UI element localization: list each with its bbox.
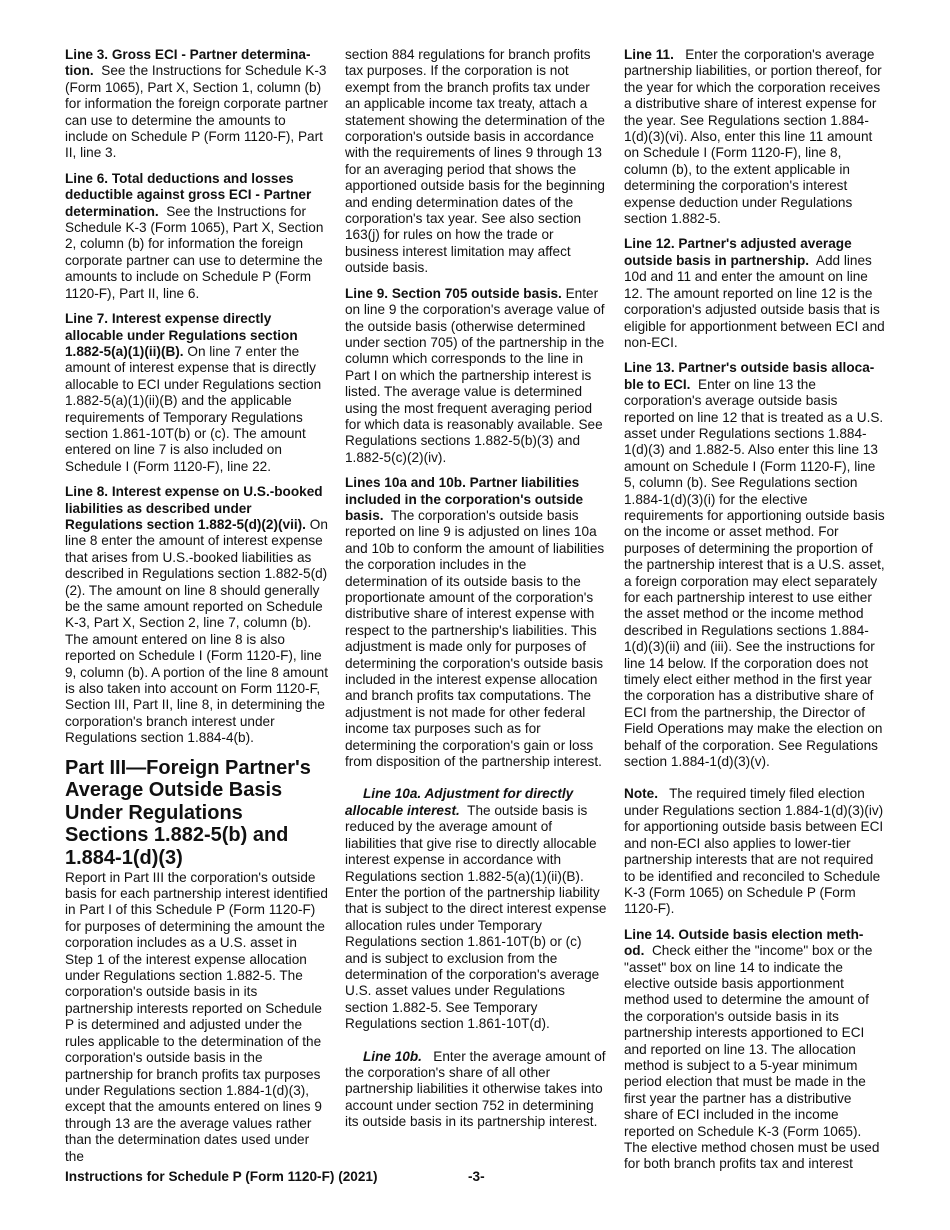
footer-page-number: -3- bbox=[468, 1169, 485, 1184]
part3-title: Part III—Foreign Partner's Average Outside Basis Under Regulations Sections 1.882-5(b) and 1.884-1(d)(3) bbox=[65, 756, 311, 870]
continued-paragraph: section 884 regulations for branch profits tax purposes. If the corporation is not exempt from the branch profits tax under an applicable income tax treaty, attach a statement showing the determination of the corporation's outside basis in accordance with the requirements of lines 9 through 13 for an averaging period that shows the apportioned outside basis for the beginning and ending determination dates of the corporation's tax year. See also section 163(j) for rules on how the trade or business interest limitation may affect outside basis. bbox=[345, 47, 605, 276]
column-2 bbox=[345, 47, 607, 1140]
line9-text: Enter on line 9 the corporation's average value of the outside basis (otherwise determined under section 705) of the partnership in the column which corresponds to the line in Part I on which the partnership interest is listed. The average value is determined using the most frequent averaging period for which data is reasonably available. See Regulations sections 1.882-5(b)(3) and 1.882-5(c)(2)(iv). bbox=[345, 285, 605, 465]
line13-paragraph bbox=[624, 360, 886, 770]
page-footer bbox=[65, 1169, 886, 1187]
line11-heading: Line 11. bbox=[624, 47, 674, 62]
line7-paragraph bbox=[65, 311, 328, 475]
line10a-heading: Line 10a. Adjustment for directly allocable interest. bbox=[345, 786, 574, 818]
column-3 bbox=[624, 47, 886, 1182]
line3-paragraph bbox=[65, 47, 328, 162]
line13-heading: Line 13. Partner's outside basis alloca-ble to ECI. bbox=[624, 360, 875, 392]
line14-paragraph bbox=[624, 927, 886, 1173]
line10a-text: The outside basis is reduced by the average amount of liabilities that give rise to directly allocable interest expense in accordance with Regulations section 1.882-5(a)(1)(ii)(B). Enter the portion of the partnership liability that is subject to the direct interest expense allocation rules under Temporary Regulations section 1.861-10T(b) or (c) and is subject to exclusion from the determination of the corporation's average U.S. asset values under Regulations section 1.882-5. See Temporary Regulations section 1.861-10T(d). bbox=[345, 802, 607, 1032]
line8-heading: Line 8. Interest expense on U.S.-booked liabilities as described under Regulations section 1.882-5(d)(2)(vii). bbox=[65, 484, 323, 532]
line14-heading: Line 14. Outside basis election meth-od. bbox=[624, 926, 864, 959]
line3-heading: Line 3. Gross ECI - Partner determina-tion. bbox=[65, 47, 311, 79]
line12-heading: Line 12. Partner's adjusted average outside basis in partnership. bbox=[624, 236, 852, 268]
line9-paragraph bbox=[345, 286, 607, 466]
line10b-text: Enter the average amount of the corporation's share of all other partnership liabilities it otherwise takes into account under section 752 in determining its outside basis in its partnership interest. bbox=[345, 1048, 606, 1130]
line6-text: See the Instructions for Schedule K-3 (Form 1065), Part X, Section 2, column (b) for information the foreign corporate partner can use to determine the amounts to include on Schedule P (Form 1120-F), Part II, line 6. bbox=[65, 203, 324, 301]
line11-text: Enter the corporation's average partnership liabilities, or portion thereof, for the year for which the corporation receives a distributive share of interest expense for the year. See Regulations section 1.884-1(d)(3)(vi). Also, enter this line 11 amount on Schedule I (Form 1120-F), line 8, column (b), to the extent applicable in determining the corporation's interest expense deduction under Regulations section 1.882-5. bbox=[624, 47, 882, 227]
line14-text: Check either the "income" box or the "asset" box on line 14 to indicate the elective outside basis apportionment method used to determine the amount of the corporation's outside basis in its partnership interests apportioned to ECI and reported on line 13. The allocation method is subject to a 5-year minimum period election that must be made in the first year the partner has a distributive share of ECI included in the income reported on Schedule K-3 (Form 1065). The elective method chosen must be used for both branch profits tax and interest bbox=[624, 943, 880, 1172]
line10-text: The corporation's outside basis reported on line 9 is adjusted on lines 10a and 10b to conform the amount of liabilities the corporation includes in the determination of its outside basis to the proportionate amount of the corporation's distributive share of interest expense with respect to the partnership's liabilities. This adjustment is made only for purposes of determining the corporation's outside basis included in the interest expense allocation and branch profits tax computations. The adjustment is not made for other federal income tax purposes such as for determining the corporation's gain or loss from disposition of the partnership interest. bbox=[345, 507, 605, 770]
column-1 bbox=[65, 47, 328, 1174]
line10-paragraph bbox=[345, 475, 607, 770]
line8-text: On line 8 enter the amount of interest expense that arises from U.S.-booked liabilities as described in Regulations section 1.882-5(d)(2). The amount on line 8 should generally be the same amount reported on Schedule K-3, Part X, Section 2, line 7, column (b). The amount entered on line 8 is also reported on Schedule I (Form 1120-F), line 9, column (b). A portion of the line 8 amount is also taken into account on Form 1120-F, Section III, Part II, line 8, in determining the corporation's branch interest under Regulations section 1.884-4(b). bbox=[65, 516, 328, 746]
line10a-paragraph bbox=[345, 786, 607, 1032]
line3-text: See the Instructions for Schedule K-3 (Form 1065), Part X, Section 1, column (b) for information the foreign corporate partner can use to determine the amounts to include on Schedule P (Form 1120-F), Part II, line 3. bbox=[65, 63, 328, 161]
part3-text: Report in Part III the corporation's outside basis for each partnership interest identified in Part I of this Schedule P (Form 1120-F) for purposes of determining the amount the corporation includes as a U.S. asset in Step 1 of the interest expense allocation under Regulations section 1.882-5. The corporation's outside basis in its partnership interests reported on Schedule P is determined and adjusted under the rules applicable to the determination of the corporation's outside basis in the partnership for branch profits tax purposes under Regulations section 1.884-1(d)(3), except that the amounts entered on lines 9 through 13 are the average values rather than the determination dates used under the bbox=[65, 869, 328, 1164]
line12-paragraph bbox=[624, 236, 886, 351]
line7-text: On line 7 enter the amount of interest expense that is directly allocable to ECI under Regulations section 1.882-5(a)(1)(ii)(B) and the applicable requirements of Temporary Regulations section 1.861-10T(b) or (c). The amount entered on line 7 is also included on Schedule I (Form 1120-F), line 22. bbox=[65, 343, 322, 474]
note-heading: Note. bbox=[624, 786, 658, 802]
line11-paragraph bbox=[624, 47, 886, 227]
footer-form-title: Instructions for Schedule P (Form 1120-F) (2021) bbox=[65, 1169, 378, 1184]
line10-heading: Lines 10a and 10b. Partner liabilities included in the corporation's outside basis. bbox=[345, 475, 584, 523]
line12-text: Add lines 10d and 11 and enter the amount on line 12. The amount reported on line 12 is the corporation's adjusted outside basis that is eligible for apportionment between ECI and non-ECI. bbox=[624, 252, 885, 350]
line13-text: Enter on line 13 the corporation's average outside basis reported on line 12 that is treated as a U.S. asset under Regulations sections 1.884-1(d)(3) and 1.882-5. Also enter this line 13 amount on Schedule I (Form 1120-F), line 5, column (b). See Regulations section 1.884-1(d)(3)(i) for the elective requirements for apportioning outside basis on the income or asset method. For purposes of determining the proportion of the partnership interest that is a U.S. asset, a foreign corporation may elect separately for each partnership interest to use either the asset method or the income method described in Regulations sections 1.884-1(d)(3)(ii) and (iii). See the instructions for line 14 below. If the corporation does not timely elect either method in the first year the corporation has a distributive share of ECI from the partnership, the Director of Field Operations may make the election on behalf of the corporation. See Regulations section 1.884-1(d)(3)(v). bbox=[624, 376, 885, 770]
line10b-paragraph bbox=[345, 1049, 607, 1131]
note-text: The required timely filed election under Regulations section 1.884-1(d)(3)(iv) for apportioning outside basis between ECI and non-ECI also applies to lower-tier partnership interests that are not required to be identified and reconciled to Schedule K-3 (Form 1065) on Schedule P (Form 1120-F). bbox=[624, 786, 884, 917]
note-paragraph bbox=[624, 786, 886, 917]
line9-heading: Line 9. Section 705 outside basis. bbox=[345, 285, 562, 301]
line6-paragraph bbox=[65, 171, 328, 302]
line10b-heading: Line 10b. bbox=[363, 1048, 422, 1064]
line7-heading: Line 7. Interest expense directly allocable under Regulations section 1.882-5(a)(1)(ii)(B). bbox=[65, 311, 298, 359]
line8-paragraph bbox=[65, 484, 328, 747]
line6-heading: Line 6. Total deductions and losses deductible against gross ECI - Partner determination. bbox=[65, 170, 312, 219]
